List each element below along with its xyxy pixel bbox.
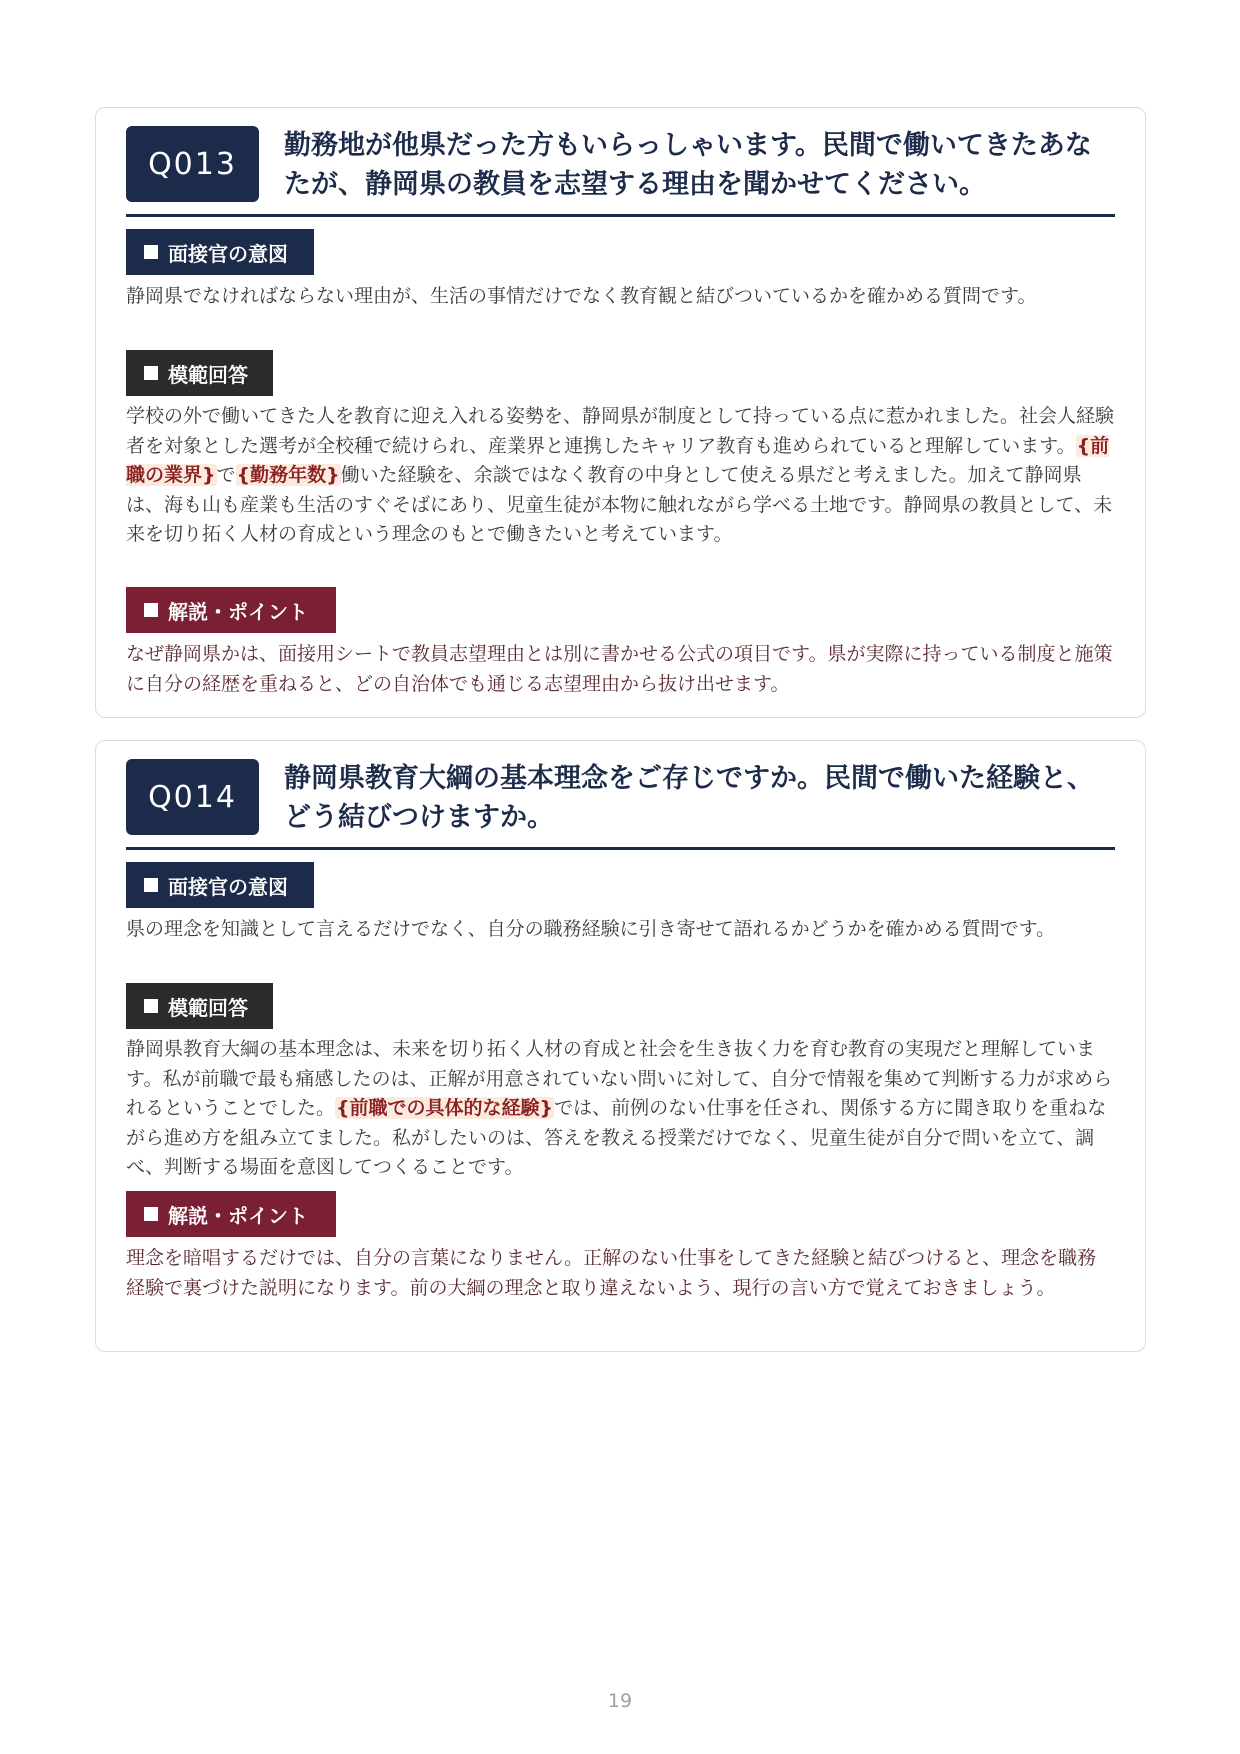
- point-text: 理念を暗唱するだけでは、自分の言葉になりません。正解のない仕事をしてきた経験と結びつけると、理念を職務経験で裏づけた説明になります。前の大綱の理念と取り違えないよう、現行の言い方で覚えておきましょう。: [126, 1247, 1097, 1299]
- model-answer-label: 模範回答: [126, 983, 273, 1029]
- question-title: 勤務地が他県だった方もいらっしゃいます。民間で働いてきたあなたが、静岡県の教員を志望する理由を聞かせてください。: [284, 130, 1092, 200]
- intent-text: 静岡県でなければならない理由が、生活の事情だけでなく教育観と結びついているかを確かめる質問です。: [126, 285, 1037, 307]
- intent-text: 県の理念を知識として言えるだけでなく、自分の職務経験に引き寄せて語れるかどうかを確かめる質問です。: [126, 918, 1056, 940]
- square-icon: [144, 366, 158, 380]
- question-card-q013: [95, 107, 1146, 718]
- page-number: 19: [607, 1690, 633, 1712]
- square-icon: [144, 245, 158, 259]
- square-icon: [144, 999, 158, 1013]
- model-answer-text: 学校の外で働いてきた人を教育に迎え入れる姿勢を、静岡県が制度として持っている点に惹かれました。社会人経験者を対象とした選考が全校種で続けられ、産業界と連携したキャリア教育も進められていると理解しています。{前職の業界}で{勤務年数}働いた経験を、余談ではなく教育の中身として使える県だと考えました。加えて静岡県は、海も山も産業も生活のすぐそばにあり、児童生徒が本物に触れながら学べる土地です。静岡県の教員として、未来を切り拓く人材の育成という理念のもとで働きたいと考えています。: [126, 405, 1115, 545]
- placeholder-previous-industry: {前職の業界}: [126, 434, 1110, 486]
- question-header: [126, 126, 1115, 217]
- square-icon: [144, 1207, 158, 1221]
- square-icon: [144, 603, 158, 617]
- placeholder-years-of-service: {勤務年数}: [236, 464, 340, 486]
- square-icon: [144, 878, 158, 892]
- intent-label: 面接官の意図: [126, 862, 314, 908]
- point-label: 解説・ポイント: [126, 587, 336, 633]
- model-answer-label: 模範回答: [126, 350, 273, 396]
- question-card-q014: [95, 740, 1146, 1352]
- point-label: 解説・ポイント: [126, 1191, 336, 1237]
- intent-label: 面接官の意図: [126, 229, 314, 275]
- placeholder-specific-experience: {前職での具体的な経験}: [336, 1097, 554, 1119]
- question-number-badge: Q014: [126, 759, 259, 835]
- point-text: なぜ静岡県かは、面接用シートで教員志望理由とは別に書かせる公式の項目です。県が実際に持っている制度と施策に自分の経歴を重ねると、どの自治体でも通じる志望理由から抜け出せます。: [126, 643, 1113, 695]
- model-answer-text: 静岡県教育大綱の基本理念は、未来を切り拓く人材の育成と社会を生き抜く力を育む教育の実現だと理解しています。私が前職で最も痛感したのは、正解が用意されていない問いに対して、自分で情報を集めて判断する力が求められるということでした。{前職での具体的な経験}では、前例のない仕事を任され、関係する方に聞き取りを重ねながら進め方を組み立てました。私がしたいのは、答えを教える授業だけでなく、児童生徒が自分で問いを立て、調べ、判断する場面を意図してつくることです。: [126, 1038, 1113, 1178]
- question-title: 静岡県教育大綱の基本理念をご存じですか。民間で働いた経験と、どう結びつけますか。: [284, 763, 1094, 833]
- question-number-badge: Q013: [126, 126, 259, 202]
- question-header: [126, 759, 1115, 850]
